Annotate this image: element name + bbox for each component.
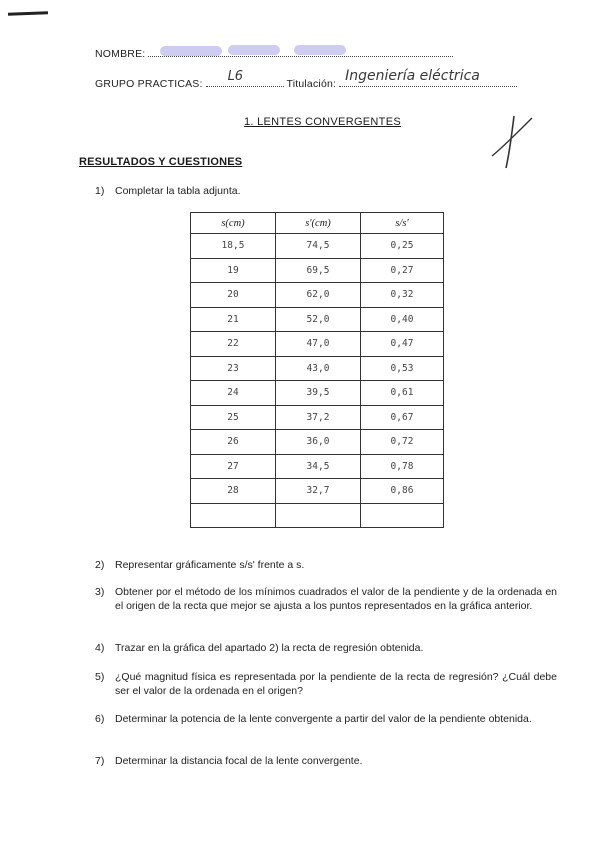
table-body (191, 234, 444, 528)
table-cell (191, 503, 276, 528)
document-title: 1. LENTES CONVERGENTES (244, 116, 401, 128)
question-text: ¿Qué magnitud física es representada por la pendiente de la recta de regresión? ¿Cuál debe ser el valor de la ordenada en el origen? (115, 671, 557, 697)
question-number: 3) (95, 586, 105, 598)
table-cell: 22 (191, 332, 276, 357)
question-number: 2) (95, 559, 105, 571)
table-header-cell: s/s' (361, 213, 444, 234)
table-cell: 21 (191, 307, 276, 332)
question-text: Obtener por el método de los mínimos cuadrados el valor de la pendiente y de la ordenada en el origen de la recta que mejor se ajusta a los puntos representados en la gráfica anterior. (115, 586, 557, 612)
table-cell: 0,40 (361, 307, 444, 332)
table-cell: 52,0 (276, 307, 361, 332)
table-cell: 0,61 (361, 381, 444, 406)
table-cell: 23 (191, 356, 276, 381)
table-cell: 0,32 (361, 283, 444, 308)
table-cell: 18,5 (191, 234, 276, 259)
table-row (191, 283, 444, 308)
table-header-row (191, 213, 444, 234)
grupo-value: L6 (227, 69, 244, 84)
table-cell: 32,7 (276, 479, 361, 504)
table-row (191, 234, 444, 259)
table-cell: 0,47 (361, 332, 444, 357)
table-cell: 39,5 (276, 381, 361, 406)
scan-mark (8, 11, 48, 15)
table-cell: 0,25 (361, 234, 444, 259)
table-row (191, 307, 444, 332)
table-row (191, 356, 444, 381)
question-number: 4) (95, 642, 105, 654)
table-cell: 36,0 (276, 430, 361, 455)
table-cell: 0,53 (361, 356, 444, 381)
table-cell: 0,86 (361, 479, 444, 504)
table-cell: 24 (191, 381, 276, 406)
redacted-name-part (160, 46, 222, 56)
table-cell: 34,5 (276, 454, 361, 479)
table-cell: 43,0 (276, 356, 361, 381)
table-cell: 0,72 (361, 430, 444, 455)
table-header-cell: s'(cm) (276, 213, 361, 234)
table-cell (276, 503, 361, 528)
titulacion-value: Ingeniería eléctrica (345, 68, 480, 84)
table-cell: 0,78 (361, 454, 444, 479)
table-cell: 0,27 (361, 258, 444, 283)
question-text: Completar la tabla adjunta. (115, 185, 241, 197)
table-row (191, 479, 444, 504)
section-title: RESULTADOS Y CUESTIONES (79, 156, 243, 168)
question-number: 7) (95, 755, 105, 767)
grupo-line (95, 68, 517, 90)
table-row (191, 332, 444, 357)
question-number: 5) (95, 671, 105, 683)
table-cell: 27 (191, 454, 276, 479)
redacted-name-part (294, 45, 346, 55)
table-cell: 25 (191, 405, 276, 430)
table-cell: 37,2 (276, 405, 361, 430)
table-cell (361, 503, 444, 528)
question-number: 1) (95, 185, 105, 197)
question-number: 6) (95, 713, 105, 725)
table-row (191, 503, 444, 528)
grupo-label: GRUPO PRACTICAS: (95, 78, 203, 90)
table-cell: 47,0 (276, 332, 361, 357)
table-header-cell: s(cm) (191, 213, 276, 234)
question-text: Determinar la potencia de la lente convergente a partir del valor de la pendiente obtenida. (115, 713, 532, 725)
checkmark-icon (488, 112, 538, 172)
question-text: Representar gráficamente s/s' frente a s. (115, 559, 305, 571)
table-cell: 62,0 (276, 283, 361, 308)
table-row (191, 381, 444, 406)
question-text: Trazar en la gráfica del apartado 2) la recta de regresión obtenida. (115, 642, 424, 654)
titulacion-dotted-line (339, 68, 517, 87)
table-cell: 28 (191, 479, 276, 504)
grupo-dotted-line (206, 69, 284, 87)
table-cell: 69,5 (276, 258, 361, 283)
table-row (191, 258, 444, 283)
results-table (190, 212, 444, 528)
table-cell: 26 (191, 430, 276, 455)
table-row (191, 405, 444, 430)
table-row (191, 430, 444, 455)
table-cell: 0,67 (361, 405, 444, 430)
table-cell: 19 (191, 258, 276, 283)
table-cell: 20 (191, 283, 276, 308)
redacted-name-part (228, 45, 280, 55)
table-cell: 74,5 (276, 234, 361, 259)
table-row (191, 454, 444, 479)
titulacion-label: Titulación: (286, 78, 337, 90)
question-text: Determinar la distancia focal de la lente convergente. (115, 755, 363, 767)
nombre-label: NOMBRE: (95, 48, 146, 60)
